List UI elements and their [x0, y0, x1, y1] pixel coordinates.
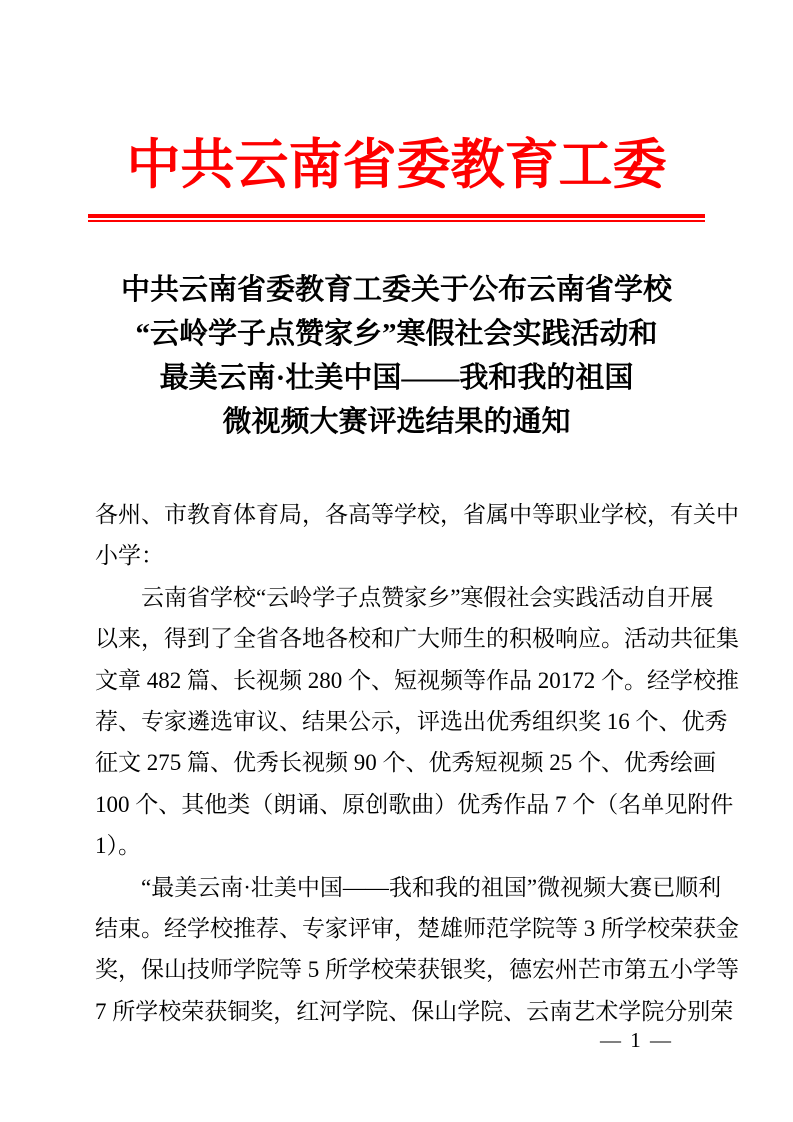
document-body: [95, 494, 739, 1032]
body-text-line: 荐、专家遴选审议、结果公示，评选出优秀组织奖 16 个、优秀: [95, 709, 728, 735]
body-text-line: 云南省学校“云岭学子点赞家乡”寒假社会实践活动自开展: [141, 584, 714, 610]
body-text-line: 以来，得到了全省各地各校和广大师生的积极响应。活动共征集: [95, 626, 739, 652]
document-title-line: 最美云南·壮美中国——我和我的祖国: [159, 362, 634, 394]
body-text-line: 1）。: [95, 833, 141, 859]
document-title-line: 中共云南省委教育工委关于公布云南省学校: [120, 274, 672, 306]
body-text-line: 各州、市教育体育局，各高等学校，省属中等职业学校，有关中: [95, 502, 739, 527]
body-text-line: 小学：: [95, 543, 164, 569]
body-text-line: 征文 275 篇、优秀长视频 90 个、优秀短视频 25 个、优秀绘画: [95, 750, 716, 776]
body-text-line: 奖，保山技师学院等 5 所学校荣获银奖，德宏州芒市第五小学等: [95, 957, 739, 983]
body-text-line: 7 所学校荣获铜奖，红河学院、保山学院、云南艺术学院分别荣: [95, 998, 734, 1024]
body-text-line: 100 个、其他类（朗诵、原创歌曲）优秀作品 7 个（名单见附件: [95, 791, 734, 817]
page-number: — 1 —: [600, 1028, 673, 1052]
document-title-line: “云岭学子点赞家乡”寒假社会实践活动和: [135, 318, 658, 350]
letterhead-title: 中共云南省委教育工委: [126, 135, 667, 195]
document-title: [0, 268, 793, 444]
letterhead-divider: [88, 214, 705, 222]
body-text-line: 文章 482 篇、长视频 280 个、短视频等作品 20172 个。经学校推: [95, 667, 739, 693]
document-title-line: 微视频大赛评选结果的通知: [222, 406, 571, 438]
body-text-line: “最美云南·壮美中国——我和我的祖国”微视频大赛已顺利: [141, 874, 722, 900]
body-text-line: 结束。经学校推荐、专家评审，楚雄师范学院等 3 所学校荣获金: [95, 916, 739, 942]
